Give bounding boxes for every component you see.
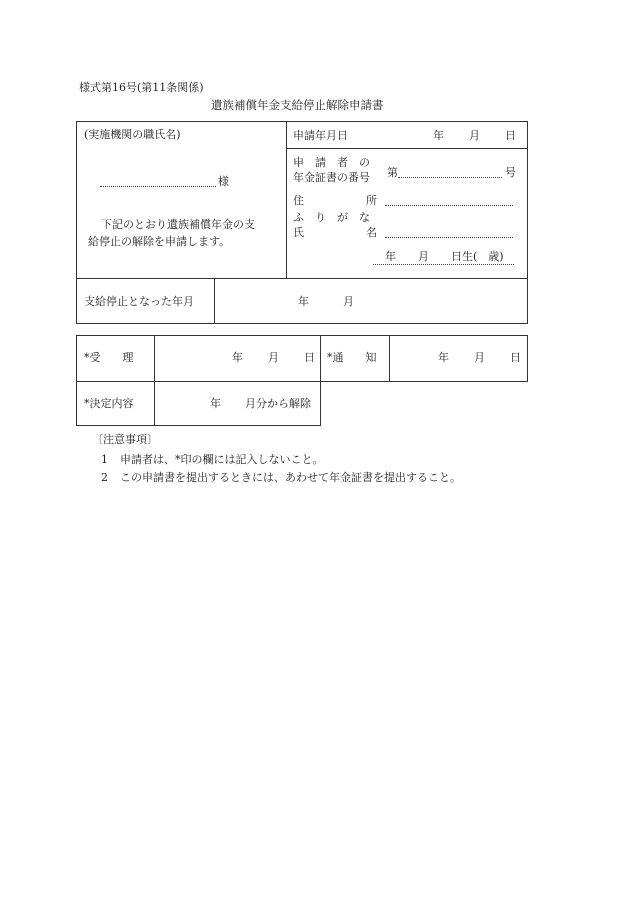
note-1-text: 申請者は、*印の欄には記入しないこと。: [120, 453, 324, 466]
notify-day: 日: [510, 351, 521, 364]
application-date-day[interactable]: 日: [505, 129, 516, 142]
form-number: 様式第16号(第11条関係): [79, 81, 204, 94]
receipt-year: 年: [232, 351, 243, 364]
note-1-number: 1: [101, 453, 108, 466]
receipt-month: 月: [268, 351, 279, 364]
honorific: 様: [218, 175, 229, 188]
decision-year: 年: [210, 397, 221, 410]
notify-year: 年: [438, 351, 449, 364]
application-date-year[interactable]: 年: [433, 129, 444, 142]
form-center-divider: [286, 121, 287, 278]
form-title: 遺族補償年金支給停止解除申請書: [211, 98, 384, 112]
suspension-month[interactable]: 月: [343, 295, 354, 308]
notify-label-divider: [389, 335, 390, 381]
notify-month: 月: [474, 351, 485, 364]
notify-label: *通 知: [327, 351, 377, 364]
suspension-divider: [214, 278, 215, 324]
certificate-label-line2: 年金証書の番号: [293, 171, 370, 184]
name-label-char2: 名: [366, 226, 377, 239]
certificate-label-line1: 申 請 者 の: [293, 156, 370, 169]
office-middle-divider: [320, 335, 321, 425]
address-field[interactable]: [385, 205, 513, 206]
address-label-char2: 所: [366, 194, 377, 207]
date-row-divider: [286, 148, 528, 149]
certificate-prefix: 第: [387, 166, 398, 179]
agency-label: (実施機関の職氏名): [84, 128, 181, 141]
office-right-edge: [527, 335, 528, 381]
office-label-divider: [154, 335, 155, 425]
decision-label: *決定内容: [84, 397, 134, 410]
note-2-text: この申請書を提出するときには、あわせて年金証書を提出すること。: [120, 471, 461, 484]
furigana-label: ふ り が な: [293, 211, 370, 224]
address-label-char1: 住: [293, 194, 304, 207]
notes-heading: 〔注意事項〕: [92, 433, 158, 446]
office-table-bottom: [76, 425, 321, 426]
name-field[interactable]: [385, 237, 513, 238]
receipt-label: *受 理: [84, 351, 134, 364]
application-date-label: 申請年月日: [293, 129, 348, 142]
office-left-edge: [76, 335, 77, 425]
birth-date-text: 年 月 日生( 歳): [385, 250, 504, 263]
form-bottom-row-divider: [76, 278, 528, 279]
suspension-label: 支給停止となった年月: [84, 295, 194, 308]
request-text-line1: 下記のとおり遺族補償年金の支: [101, 218, 255, 231]
agency-name-line: [100, 186, 216, 187]
decision-value: 月分から解除: [245, 397, 311, 410]
name-label-char1: 氏: [293, 226, 304, 239]
certificate-number-field[interactable]: [398, 177, 502, 178]
office-table-middle: [76, 381, 528, 382]
suspension-year[interactable]: 年: [298, 295, 309, 308]
application-date-month[interactable]: 月: [469, 129, 480, 142]
birth-date-field[interactable]: [373, 264, 514, 265]
receipt-day: 日: [304, 351, 315, 364]
certificate-suffix: 号: [505, 166, 516, 179]
office-table-top: [76, 335, 528, 336]
request-text-line2: 給停止の解除を申請します。: [88, 235, 231, 248]
note-2-number: 2: [101, 471, 108, 484]
